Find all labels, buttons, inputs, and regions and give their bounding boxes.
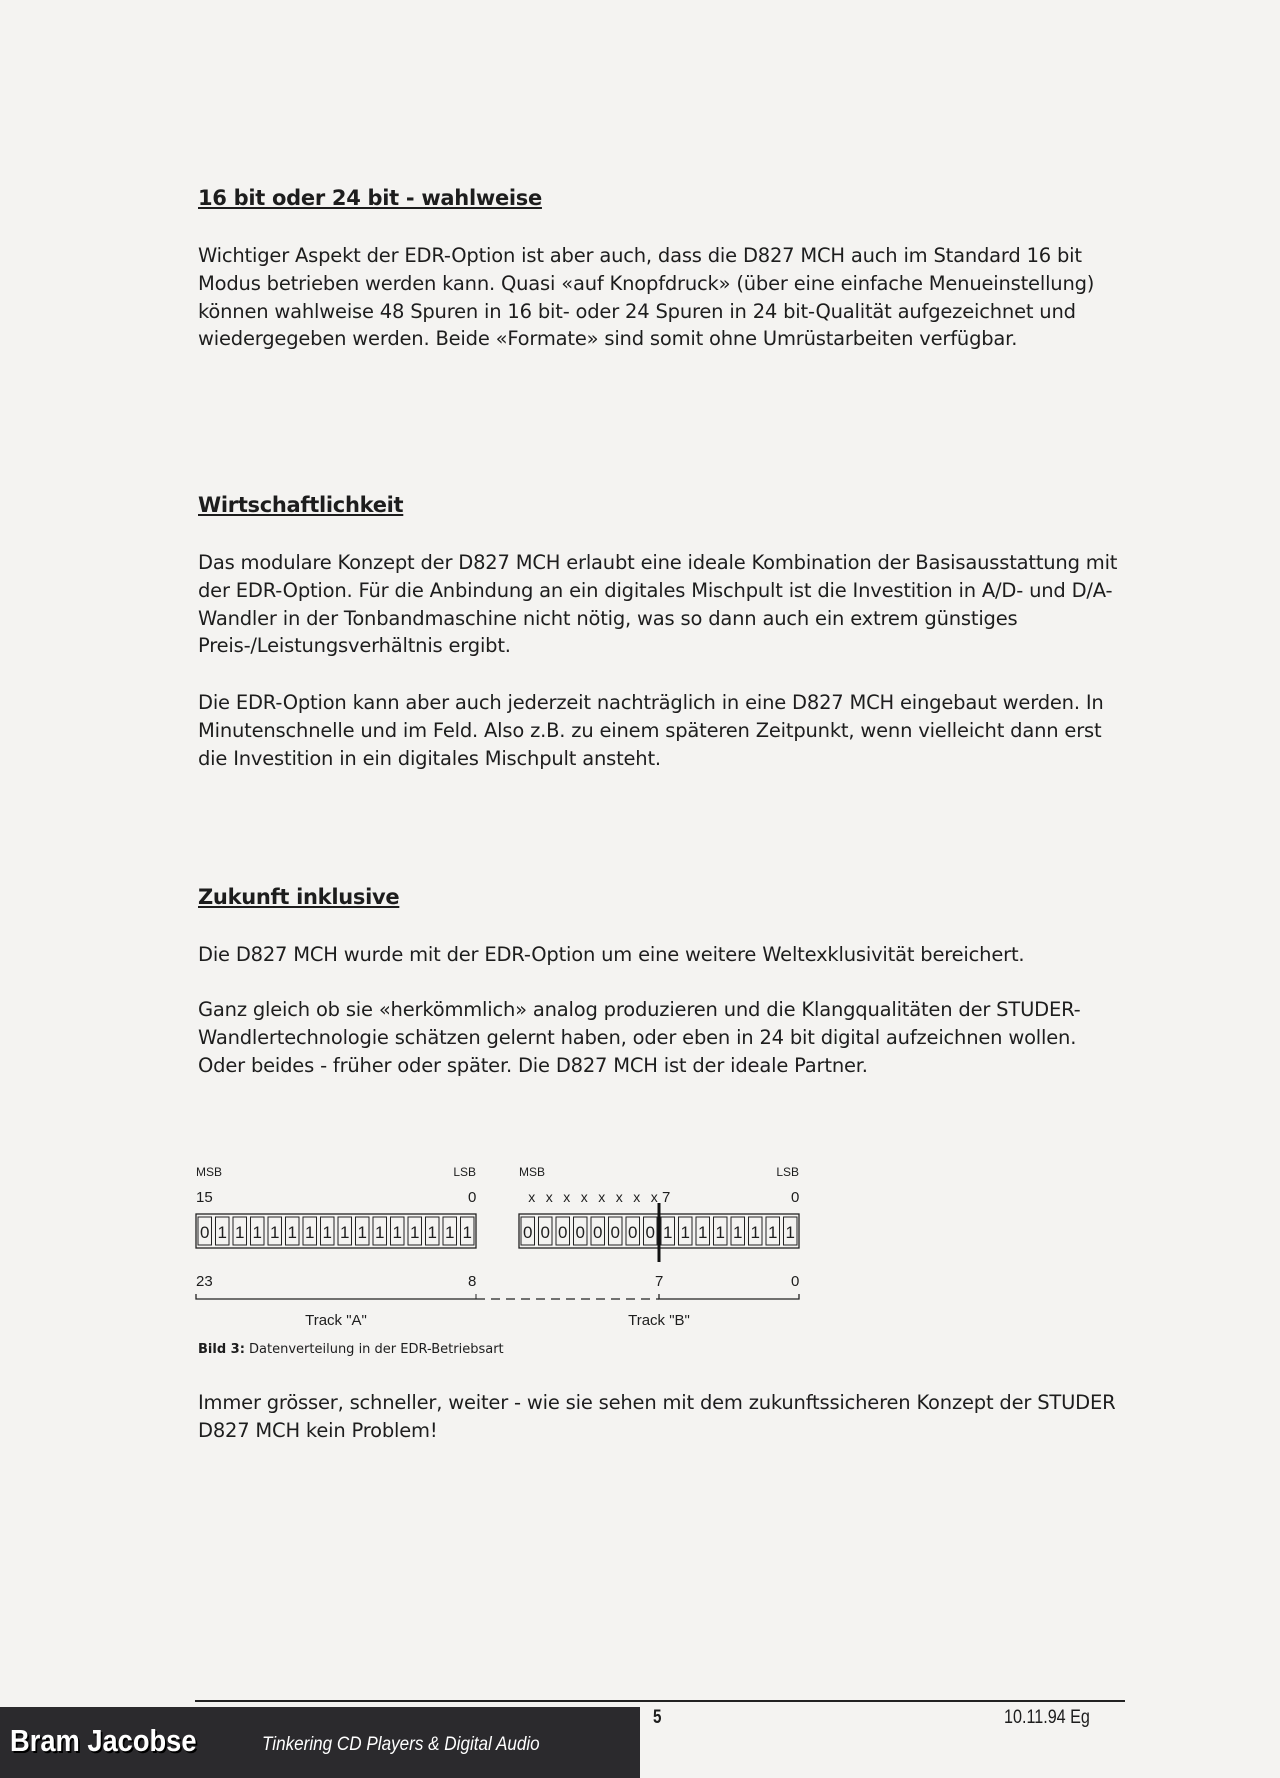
bit-value: 1 (305, 1223, 315, 1242)
unused-bit-x: x (633, 1189, 641, 1205)
bit-index-7: 7 (655, 1273, 664, 1290)
bit-value: 0 (540, 1223, 550, 1242)
paragraph: Die D827 MCH wurde mit der EDR-Option um eine weitere Weltexklusivität bereichert. (198, 943, 1025, 966)
bit-value: 1 (733, 1223, 743, 1242)
bit-value: 1 (663, 1223, 673, 1242)
bit-value: 1 (357, 1223, 367, 1242)
banner-name: Bram Jacobse (10, 1723, 197, 1758)
bit-value: 0 (575, 1223, 585, 1242)
bit-value: 1 (375, 1223, 385, 1242)
unused-bit-x: x (615, 1189, 623, 1205)
bit-value: 0 (200, 1223, 210, 1242)
bit-value: 1 (445, 1223, 455, 1242)
paragraph: Wichtiger Aspekt der EDR-Option ist aber auch, dass die D827 MCH auch im Standard 16 bit Modus betrieben werden kann. Quasi «auf Knopfdruck» (über eine einfache Menueinstellung) können wahlweise 48 Spuren in 16 bit- oder 24 Spuren in 24 bit-Qualität aufgezeichnet und wiedergegeben werden. Beide «Formate» sind somit ohne Umrüstarbeiten verfügbar. (198, 244, 1095, 351)
msb-label-a: MSB (196, 1165, 223, 1179)
track-b-bracket (659, 1294, 799, 1299)
bit-value: 1 (785, 1223, 795, 1242)
bit-value: 1 (322, 1223, 332, 1242)
bit-value: 1 (768, 1223, 778, 1242)
bit-index-8: 8 (468, 1273, 477, 1290)
figure-caption (198, 1342, 504, 1357)
bit-value: 1 (680, 1223, 690, 1242)
unused-bit-x: x (598, 1189, 606, 1205)
bit-index-23: 23 (196, 1273, 213, 1290)
bit-index-15: 15 (196, 1189, 213, 1206)
track-b-label: Track "B" (628, 1312, 690, 1329)
lsb-label-a: LSB (453, 1165, 476, 1179)
caption-text: Datenverteilung in der EDR-Betriebsart (244, 1342, 504, 1357)
bit-value: 1 (340, 1223, 350, 1242)
unused-bit-x: x (545, 1189, 553, 1205)
bit-value: 1 (462, 1223, 472, 1242)
bit-index-0-b: 0 (791, 1189, 800, 1206)
bit-value: 1 (698, 1223, 708, 1242)
paragraph: Ganz gleich ob sie «herkömmlich» analog produzieren und die Klangqualitäten der STUDER-Wandlertechnologie schätzen gelernt haben, oder eben in 24 bit digital aufzeichnen wollen. Oder beides - früher oder später. Die D827 MCH ist der ideale Partner. (198, 998, 1081, 1077)
bit-value: 0 (593, 1223, 603, 1242)
caption-label: Bild 3: (198, 1342, 245, 1357)
bit-value: 1 (252, 1223, 262, 1242)
unused-bit-x: x (528, 1189, 536, 1205)
track-a-label: Track "A" (305, 1312, 367, 1329)
paragraph: Die EDR-Option kann aber auch jederzeit nachträglich in eine D827 MCH eingebaut werden. In Minutenschnelle und im Feld. Also z.B. zu einem späteren Zeitpunkt, wenn vielleicht dann erst die Investition in ein digitales Mischpult ansteht. (198, 691, 1104, 770)
section-heading: Zukunft inklusive (198, 885, 400, 909)
bit-value: 0 (645, 1223, 655, 1242)
section-heading: 16 bit oder 24 bit - wahlweise (198, 186, 542, 210)
bit-value: 0 (523, 1223, 533, 1242)
section-heading: Wirtschaftlichkeit (198, 493, 404, 517)
banner-tagline: Tinkering CD Players & Digital Audio (262, 1734, 540, 1755)
page-number: 5 (653, 1707, 662, 1728)
bit-value: 0 (610, 1223, 620, 1242)
bit-index-0-a: 0 (468, 1189, 477, 1206)
unused-bit-x: x (580, 1189, 588, 1205)
lsb-label-b: LSB (776, 1165, 799, 1179)
unused-bit-x: x (563, 1189, 571, 1205)
bit-value: 0 (628, 1223, 638, 1242)
bit-value: 1 (270, 1223, 280, 1242)
footer-date: 10.11.94 Eg (1004, 1707, 1090, 1728)
bit-value: 1 (392, 1223, 402, 1242)
footer-banner (0, 1707, 640, 1778)
bit-value: 1 (750, 1223, 760, 1242)
paragraph: Das modulare Konzept der D827 MCH erlaubt eine ideale Kombination der Basisausstattung mit der EDR-Option. Für die Anbindung an ein digitales Mischpult ist die Investition in A/D- und D/A-Wandler in der Tonbandmaschine nicht nötig, was so dann auch ein extrem günstiges Preis-/Leistungsverhältnis ergibt. (198, 551, 1118, 658)
bit-value: 1 (427, 1223, 437, 1242)
bit-value: 1 (235, 1223, 245, 1242)
bit-value: 1 (410, 1223, 420, 1242)
bit-value: 1 (217, 1223, 227, 1242)
bit-value: 0 (558, 1223, 568, 1242)
track-a-bracket (196, 1294, 476, 1299)
bit-value: 1 (715, 1223, 725, 1242)
bit-value: 1 (287, 1223, 297, 1242)
bit-index-0: 0 (791, 1273, 800, 1290)
closing-paragraph: Immer grösser, schneller, weiter - wie sie sehen mit dem zukunftssicheren Konzept der STUDER D827 MCH kein Problem! (198, 1391, 1116, 1442)
footer-rule (195, 1700, 1125, 1702)
unused-bit-x: x (650, 1189, 658, 1205)
bit-index-7-b: 7 (662, 1189, 671, 1206)
msb-label-b: MSB (519, 1165, 546, 1179)
